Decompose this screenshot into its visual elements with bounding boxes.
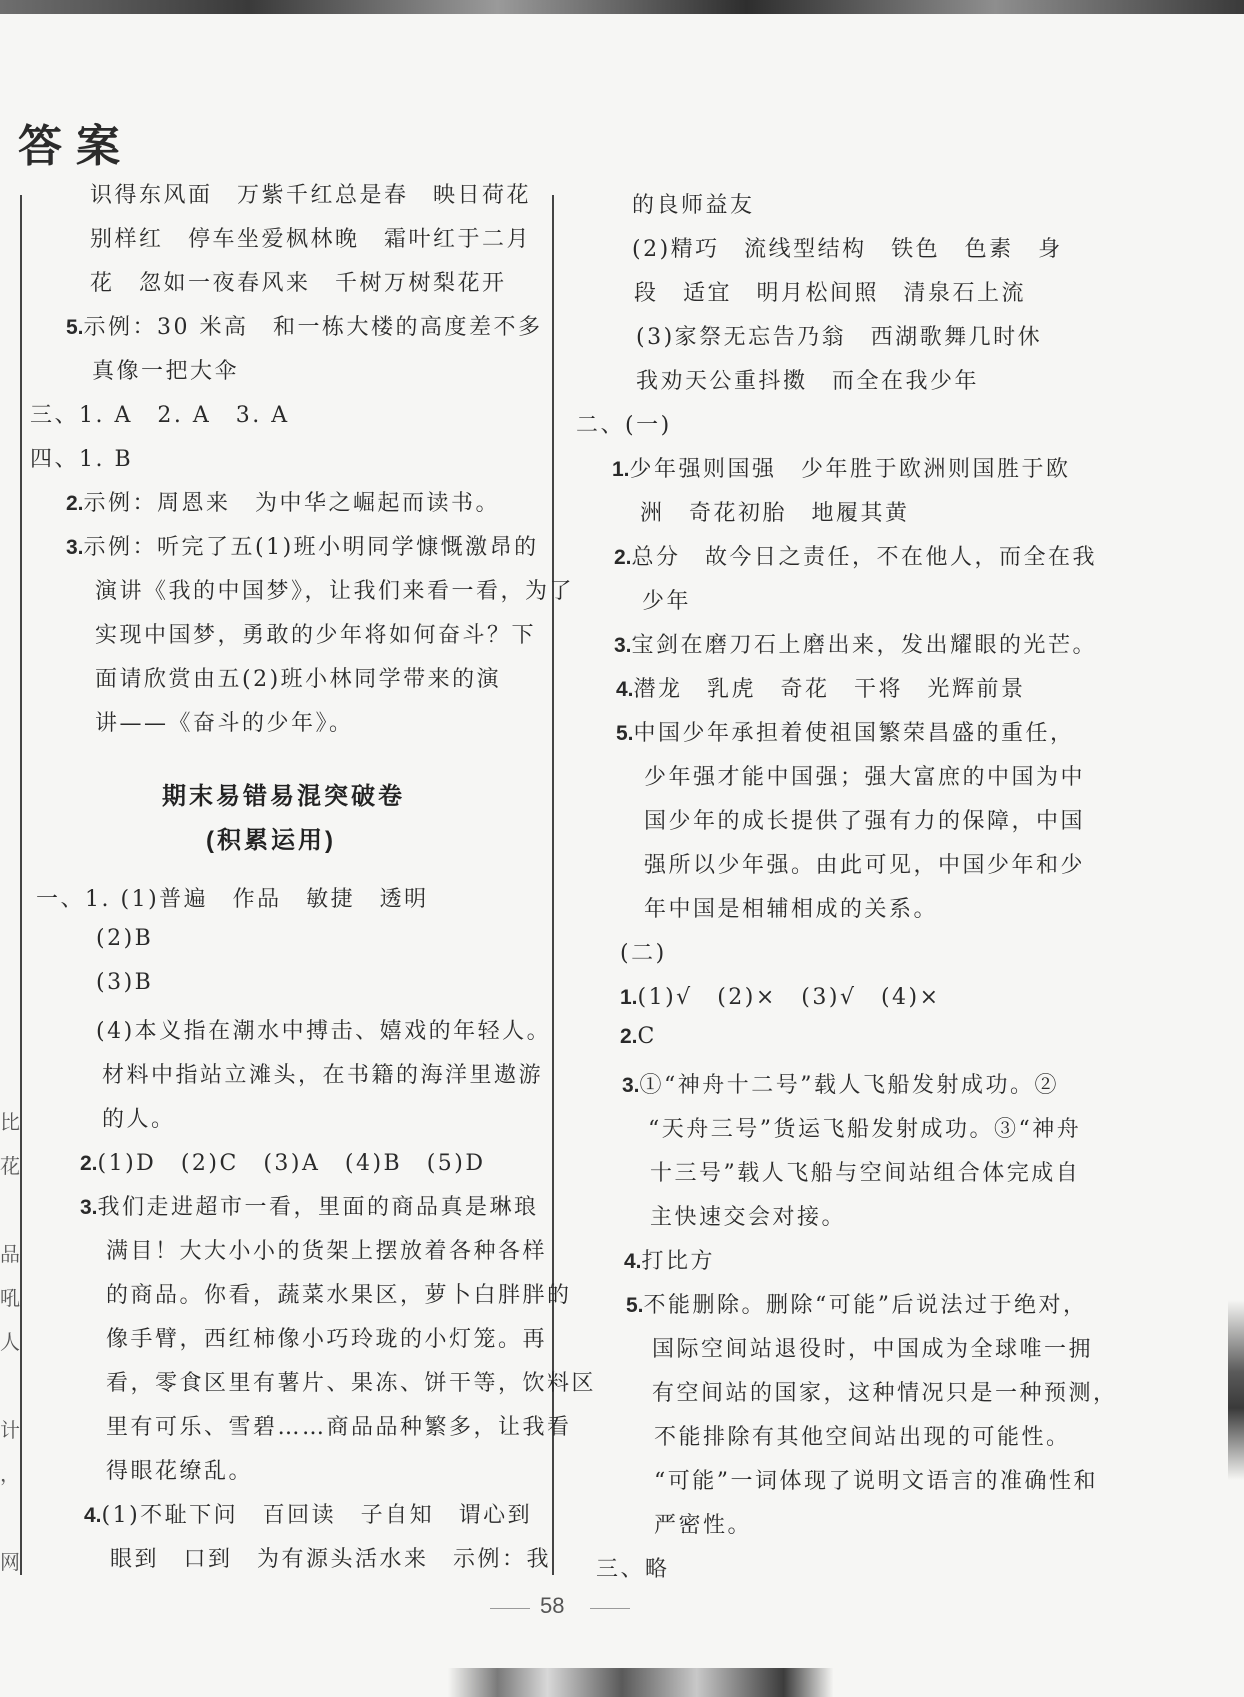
answer-text: 材料中指站立滩头，在书籍的海洋里遨游 [102,1063,544,1088]
right-column-line [624,1244,715,1275]
right-column-line [652,1376,1118,1407]
item-number: 5. [626,1294,644,1317]
right-column-line [654,1508,752,1539]
left-column-line [36,882,429,913]
left-column-line [80,1146,486,1177]
left-column-line [66,310,543,341]
answer-text: ①“神舟十二号”载人飞船发射成功。② [639,1073,1060,1098]
right-column-line [644,804,1085,835]
answer-text: 眼到 口到 为有源头活水来 示例：我 [110,1547,552,1572]
right-column-line [616,716,1075,747]
right-column-line [632,232,1063,263]
left-column-line [90,222,531,253]
left-column-line [92,354,239,385]
answer-text: 面请欣赏由五(2)班小林同学带来的演 [95,667,502,692]
answer-text: 我劝天公重抖擞 而全在我少年 [636,369,980,394]
answer-text: 国际空间站退役时，中国成为全球唯一拥 [652,1337,1094,1362]
right-column-line [632,188,755,219]
answer-text: 不能排除有其他空间站出现的可能性。 [654,1425,1071,1450]
right-column-line [648,1112,1081,1143]
item-number: 4. [84,1504,102,1527]
right-column-line [642,584,691,615]
left-column-line [30,398,290,429]
left-column-line [96,1014,551,1045]
left-column-line [90,178,531,209]
scan-top-edge [0,0,1244,14]
left-column-line [106,1278,572,1309]
left-column-line [84,1498,532,1529]
left-column-line [95,662,501,693]
cropped-edge-text: 比 花 品 吼 人 计 ， 网 [0,1110,20,1574]
item-number: 1. [612,458,630,481]
answer-text: 有空间站的国家，这种情况只是一种预测， [652,1381,1118,1406]
page-number-dash-left [490,1608,530,1609]
right-column-line [622,1068,1059,1099]
item-number: 4. [624,1250,642,1273]
left-column-line [30,442,133,473]
answer-text: 示例：听完了五(1)班小明同学慷慨激昂的 [83,535,539,560]
left-column-line [95,618,536,649]
section-heading: 期末易错易混突破卷 [162,783,405,810]
answer-text: 实现中国梦，勇敢的少年将如何奋斗？下 [95,623,537,648]
answer-text: 二、(一) [576,413,672,438]
right-column-line [616,672,1026,703]
answer-text: 强所以少年强。由此可见，中国少年和少 [644,853,1086,878]
page-number: 58 [540,1593,565,1618]
item-number: 5. [66,316,84,339]
item-number: 3. [66,536,84,559]
answer-text: 我们走进超市一看，里面的商品真是琳琅 [97,1195,539,1220]
left-column-line [80,1190,539,1221]
left-column-line [95,706,354,737]
answer-text: 真像一把大伞 [92,359,240,384]
item-number: 2. [620,1025,638,1048]
answer-text: (2)精巧 流线型结构 铁色 色素 身 [632,237,1063,262]
right-column-line [652,1332,1093,1363]
left-column-line [90,266,507,297]
answer-text: 不能删除。删除“可能”后说法过于绝对， [643,1293,1088,1318]
left-column-line [95,574,574,605]
answer-text: 少年强才能中国强；强大富庶的中国为中 [644,765,1086,790]
left-column-line [66,530,539,561]
answer-text: 中国少年承担着使祖国繁荣昌盛的重任， [633,721,1075,746]
right-column-line [644,848,1085,879]
answer-text: 示例：周恩来 为中华之崛起而读书。 [83,491,501,516]
answer-text: “可能”一词体现了说明文语言的准确性和 [654,1469,1098,1494]
answer-text: 的商品。你看，蔬菜水果区，萝卜白胖胖的 [106,1283,572,1308]
answer-text: 年中国是相辅相成的关系。 [644,897,939,922]
item-number: 2. [66,492,84,515]
left-column-line [102,1058,543,1089]
answer-text: 花 忽如一夜春风来 千树万树梨花开 [90,271,507,296]
answer-text: 少年强则国强 少年胜于欧洲则国胜于欧 [629,457,1071,482]
answer-text: 严密性。 [654,1513,753,1538]
section-subheading: (积累运用) [206,827,336,854]
item-number: 3. [622,1074,640,1097]
answer-text: 国少年的成长提供了强有力的保障，中国 [644,809,1086,834]
answer-text: 别样红 停车坐爱枫林晚 霜叶红于二月 [90,227,532,252]
answer-text: 主快速交会对接。 [650,1205,847,1230]
answer-text: 洲 奇花初胎 地履其黄 [640,501,910,526]
scan-bottom-edge [0,1668,1244,1697]
answer-text: 总分 故今日之责任，不在他人，而全在我 [631,545,1098,570]
item-number: 1. [620,986,638,1009]
answer-text: 三、略 [596,1557,670,1582]
left-column-line [106,1322,547,1353]
answer-text: 三、1. A 2. A 3. A [30,403,290,428]
left-column-line [106,1366,596,1397]
answer-text: (3)B [96,970,154,995]
answer-text: 示例：30 米高 和一栋大楼的高度差不多 [83,315,543,340]
right-column-line [620,980,941,1011]
right-column-line [650,1200,846,1231]
right-column-line [576,408,672,439]
page-number-dash-right [590,1608,630,1609]
left-column-line [106,1234,547,1265]
left-column-line [106,1454,253,1485]
answer-text: C [637,1024,657,1049]
answer-text: 十三号”载人飞船与空间站组合体完成自 [650,1161,1081,1186]
answer-text: (2)B [96,926,154,951]
answer-text: 的良师益友 [632,193,755,218]
page-title: 答案 [18,121,134,172]
item-number: 2. [614,546,632,569]
right-column-line [640,496,910,527]
answer-text: 看，零食区里有薯片、果冻、饼干等，饮料区 [106,1371,597,1396]
answer-text: 识得东风面 万紫千红总是春 映日荷花 [90,183,532,208]
right-column-line [614,540,1097,571]
answer-text: 宝剑在磨刀石上磨出来，发出耀眼的光芒。 [631,633,1098,658]
item-number: 3. [80,1196,98,1219]
answer-text: 得眼花缭乱。 [106,1459,254,1484]
left-column-line [110,1542,551,1573]
right-column-line [650,1156,1080,1187]
item-number: 4. [616,678,634,701]
left-column-line [66,486,500,517]
answer-text: 四、1. B [30,447,134,472]
answer-text: (二) [620,941,667,966]
left-column-line [96,926,153,951]
right-column-line [634,276,1026,307]
right-column-line [636,364,979,395]
item-number: 3. [614,634,632,657]
answer-text: (1)D (2)C (3)A (4)B (5)D [97,1151,486,1176]
right-column-line [644,892,938,923]
left-column-line [106,1410,572,1441]
item-number: 5. [616,722,634,745]
right-column-line [614,628,1097,659]
answer-text: 潜龙 乳虎 奇花 干将 光辉前景 [633,677,1026,702]
column-divider-left [20,195,22,1575]
answer-text: “天舟三号”货运飞船发射成功。③“神舟 [648,1117,1082,1142]
answer-text: (1)不耻下问 百回读 子自知 谓心到 [101,1503,533,1528]
answer-text: 少年 [642,589,692,614]
item-number: 2. [80,1152,98,1175]
answer-text: 讲——《奋斗的少年》。 [95,711,354,736]
answer-text: (1)√ (2)× (3)√ (4)× [637,985,941,1010]
answer-text: 满目！大大小小的货架上摆放着各种各样 [106,1239,548,1264]
right-column-line [612,452,1071,483]
right-column-line [620,936,667,967]
answer-text: 演讲《我的中国梦》，让我们来看一看，为了 [95,579,575,604]
answer-text: 一、1. (1)普遍 作品 敏捷 透明 [36,887,429,912]
right-column-line [620,1024,657,1049]
right-column-line [596,1552,670,1583]
right-column-line [654,1464,1098,1495]
answer-text: 的人。 [102,1107,176,1132]
answer-text: 像手臂，西红柿像小巧玲珑的小灯笼。再 [106,1327,548,1352]
answer-text: (4)本义指在潮水中搏击、嬉戏的年轻人。 [96,1019,552,1044]
left-column-line [102,1102,176,1133]
left-column-line [96,970,153,995]
right-column-line [654,1420,1071,1451]
answer-text: 打比方 [641,1249,716,1274]
answer-text: 段 适宜 明月松间照 清泉石上流 [634,281,1027,306]
right-column-line [626,1288,1088,1319]
right-column-line [636,320,1042,351]
answer-text: 里有可乐、雪碧……商品品种繁多，让我看 [106,1415,572,1440]
scan-right-edge [1228,1300,1244,1480]
right-column-line [644,760,1085,791]
answer-text: (3)家祭无忘告乃翁 西湖歌舞几时休 [636,325,1043,350]
